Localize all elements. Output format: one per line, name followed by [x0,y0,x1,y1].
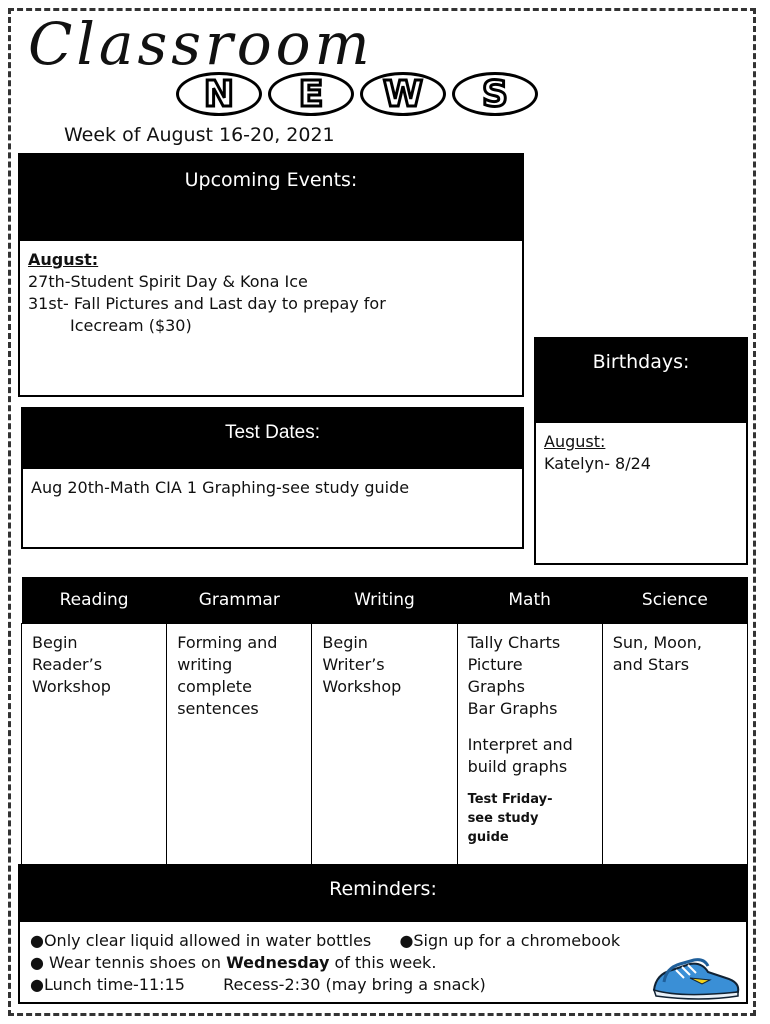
cell-line: build graphs [467,757,568,776]
subjects-content-row [22,624,748,865]
news-letter-w: W [360,72,446,116]
birthdays-heading: Birthdays: [536,339,746,423]
reminder-chromebook: ●Sign up for a chromebook [399,931,621,950]
upcoming-line: 27th-Student Spirit Day & Kona Ice [28,272,308,291]
week-of-label: Week of August 16-20, 2021 [64,124,335,146]
test-dates-heading: Test Dates: [23,409,522,469]
reminder-water-bottles: ●Only clear liquid allowed in water bottles [30,931,372,950]
subject-header-grammar: Grammar [167,577,312,624]
birthdays-body [536,423,746,483]
subject-header-reading: Reading [22,577,167,624]
cell-line: Workshop [322,677,402,696]
news-letter-s: S [452,72,538,116]
subject-header-writing: Writing [312,577,457,624]
subject-header-science: Science [602,577,747,624]
subjects-header-row [22,577,748,624]
reminders-box [18,864,748,1004]
cell-line: writing [177,655,233,674]
reminder-recess: Recess-2:30 (may bring a snack) [223,975,486,994]
grammar-cell [167,624,312,865]
cell-line: complete [177,677,252,696]
reminders-heading: Reminders: [20,866,746,922]
cell-line: Graphs [467,677,525,696]
reminder-wednesday: Wednesday [226,953,330,972]
cell-line: Forming and [177,633,278,652]
classroom-title: Classroom [28,10,374,78]
subject-header-math: Math [457,577,602,624]
news-title [176,72,538,116]
reading-cell [22,624,167,865]
note-line: guide [467,830,509,845]
reminder-this-week: of this week. [329,953,437,972]
reminder-line [30,952,736,974]
birthdays-month: August: [544,432,606,451]
cell-line: Interpret and [467,735,573,754]
cell-line: sentences [177,699,259,718]
reminder-lunch-time: ●Lunch time-11:15 [30,975,185,994]
upcoming-month: August: [28,250,99,269]
cell-line: and Stars [612,655,690,674]
writing-cell [312,624,457,865]
cell-line: Reader’s [32,655,103,674]
news-letter-e: E [268,72,354,116]
cell-line: Begin [322,633,368,652]
cell-line: Writer’s [322,655,385,674]
birthday-line: Katelyn- 8/24 [544,454,651,473]
math-cell [457,624,602,865]
cell-line: Begin [32,633,78,652]
test-dates-body [23,469,522,507]
upcoming-events-heading: Upcoming Events: [20,155,522,241]
test-dates-box [21,407,524,549]
cell-line: Sun, Moon, [612,633,702,652]
reminder-line [30,930,736,952]
upcoming-line: 31st- Fall Pictures and Last day to prepay for [28,294,386,313]
reminder-line [30,974,736,996]
test-date-line: Aug 20th-Math CIA 1 Graphing-see study guide [31,478,410,497]
news-letter-n: N [176,72,262,116]
science-cell [602,624,747,865]
reminders-body [20,922,746,1004]
upcoming-events-body [20,241,522,345]
math-test-note [468,790,593,847]
cell-line: Workshop [32,677,111,696]
cell-line: Bar Graphs [467,699,558,718]
note-line: see study [467,811,539,826]
cell-line: Picture [467,655,523,674]
birthdays-box [534,337,748,565]
sneakers-icon [650,952,742,1002]
note-line: Test Friday- [467,792,553,807]
upcoming-events-box [18,153,524,397]
subjects-table [21,577,748,865]
cell-line: Tally Charts [467,633,561,652]
reminder-tennis-shoes: ● Wear tennis shoes on [30,953,227,972]
upcoming-line: Icecream ($30) [70,316,192,335]
